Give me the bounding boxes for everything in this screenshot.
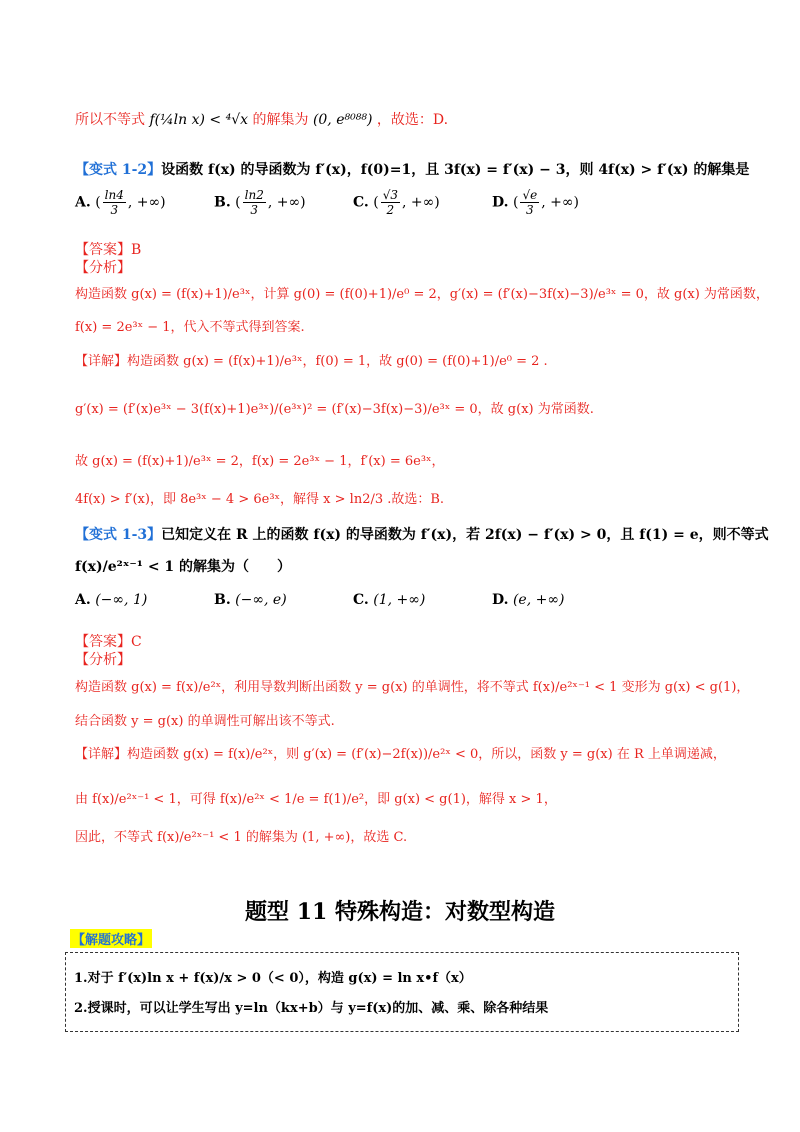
- v12-option-frac: $\frac{\ln 2}{3}$: [244, 188, 264, 217]
- v12-option-a: A. ( $\frac{\ln 4}{3}$ , +∞): [75, 188, 166, 217]
- v12-detail-1: 【详解】构造函数 g(x) = (f(x)+1)/e³ˣ，f(0) = 1，故 g(0) = (f(0)+1)/e⁰ = 2 .: [75, 354, 548, 369]
- v13-stem-text: 已知定义在 R 上的函数 f(x) 的导函数为 f′(x)，若 2f(x) − f′(x) > 0，且 f(1) = e，则不等式: [161, 527, 769, 543]
- section-title: 题型 11 特殊构造：对数型构造: [245, 899, 555, 925]
- v12-analysis-label: 【分析】: [75, 260, 131, 276]
- line-top-conclusion: [75, 110, 448, 130]
- v12-tag: 【变式 1-2】: [75, 162, 162, 178]
- conclusion-expr: f(¼ln x) < ⁴√x: [149, 112, 249, 128]
- v12-analysis-1: 构造函数 g(x) = (f(x)+1)/e³ˣ，计算 g(0) = (f(0)+1)/e⁰ = 2，g′(x) = (f′(x)−3f(x)−3)/e³ˣ = 0，故 g(x) 为常函数，: [75, 287, 769, 302]
- v13-option-c: C. (1, +∞): [353, 592, 426, 608]
- v12-option-frac: $\frac{√e}{3}$: [522, 188, 538, 217]
- conclusion-mid: 的解集为: [252, 112, 309, 128]
- v12-detail-3: 故 g(x) = (f(x)+1)/e³ˣ = 2，f(x) = 2e³ˣ − 1，f′(x) = 6e³ˣ，: [75, 454, 445, 469]
- v12-stem: [75, 160, 749, 180]
- v12-stem-text: 设函数 f(x) 的导函数为 f′(x)，f(0)=1，且 3f(x) = f′(x) − 3，则 4f(x) > f′(x) 的解集是: [161, 162, 750, 178]
- strategy-item-2: 2.授课时，可以让学生写出 y=ln（kx+b）与 y=f(x)的加、减、乘、除各种结果: [74, 1001, 549, 1016]
- v13-stem-2: f(x)/e²ˣ⁻¹ < 1 的解集为（ ）: [75, 559, 292, 575]
- conclusion-interval: (0, e⁸⁰⁸⁸): [312, 112, 373, 128]
- v13-analysis-1: 构造函数 g(x) = f(x)/e²ˣ，利用导数判断出函数 y = g(x) 的单调性，将不等式 f(x)/e²ˣ⁻¹ < 1 变形为 g(x) < g(1)，: [75, 680, 750, 695]
- conclusion-pre: 所以不等式: [75, 112, 145, 128]
- v13-tag: 【变式 1-3】: [75, 527, 162, 543]
- v13-detail-2: 由 f(x)/e²ˣ⁻¹ < 1，可得 f(x)/e²ˣ < 1/e = f(1)/e²，即 g(x) < g(1)，解得 x > 1，: [75, 792, 557, 807]
- strategy-item-1: 1.对于 f′(x)ln x + f(x)/x > 0（< 0），构造 g(x) = ln x•f（x）: [74, 971, 472, 986]
- v13-stem-1: [75, 525, 769, 545]
- section-tag: 【解题攻略】: [70, 929, 152, 948]
- v12-answer: 【答案】B: [75, 242, 142, 258]
- v12-option-letter: D.: [492, 194, 509, 211]
- v12-option-b: B. ( $\frac{\ln 2}{3}$ , +∞): [214, 188, 306, 217]
- v12-option-frac: $\frac{√3}{2}$: [382, 188, 398, 217]
- v13-option-a: A. (−∞, 1): [75, 592, 148, 608]
- v12-detail-2: g′(x) = (f′(x)e³ˣ − 3(f(x)+1)e³ˣ)/(e³ˣ)² = (f′(x)−3f(x)−3)/e³ˣ = 0，故 g(x) 为常函数.: [75, 402, 594, 417]
- conclusion-post: ，故选：D.: [376, 112, 449, 128]
- strategy-box: [65, 952, 739, 1032]
- v12-option-d: D. ( $\frac{√e}{3}$ , +∞): [492, 188, 579, 217]
- v12-analysis-2: f(x) = 2e³ˣ − 1，代入不等式得到答案.: [75, 320, 305, 335]
- v12-option-letter: C.: [353, 194, 369, 211]
- v13-answer: 【答案】C: [75, 634, 142, 650]
- v12-option-letter: B.: [214, 194, 231, 211]
- v12-option-letter: A.: [75, 194, 91, 211]
- v13-option-d: D. (e, +∞): [492, 592, 565, 608]
- v13-detail-1: 【详解】构造函数 g(x) = f(x)/e²ˣ，则 g′(x) = (f′(x)−2f(x))/e²ˣ < 0，所以，函数 y = g(x) 在 R 上单调递减，: [75, 747, 726, 762]
- v12-option-frac: $\frac{\ln 4}{3}$: [104, 188, 124, 217]
- v13-option-b: B. (−∞, e): [214, 592, 287, 608]
- v13-analysis-label: 【分析】: [75, 652, 131, 668]
- v12-detail-4: 4f(x) > f′(x)，即 8e³ˣ − 4 > 6e³ˣ，解得 x > ln2/3 .故选：B.: [75, 492, 445, 507]
- v13-analysis-2: 结合函数 y = g(x) 的单调性可解出该不等式.: [75, 714, 335, 729]
- v13-detail-3: 因此，不等式 f(x)/e²ˣ⁻¹ < 1 的解集为 (1, +∞)，故选 C.: [75, 830, 408, 845]
- v12-option-c: C. ( $\frac{√3}{2}$ , +∞): [353, 188, 440, 217]
